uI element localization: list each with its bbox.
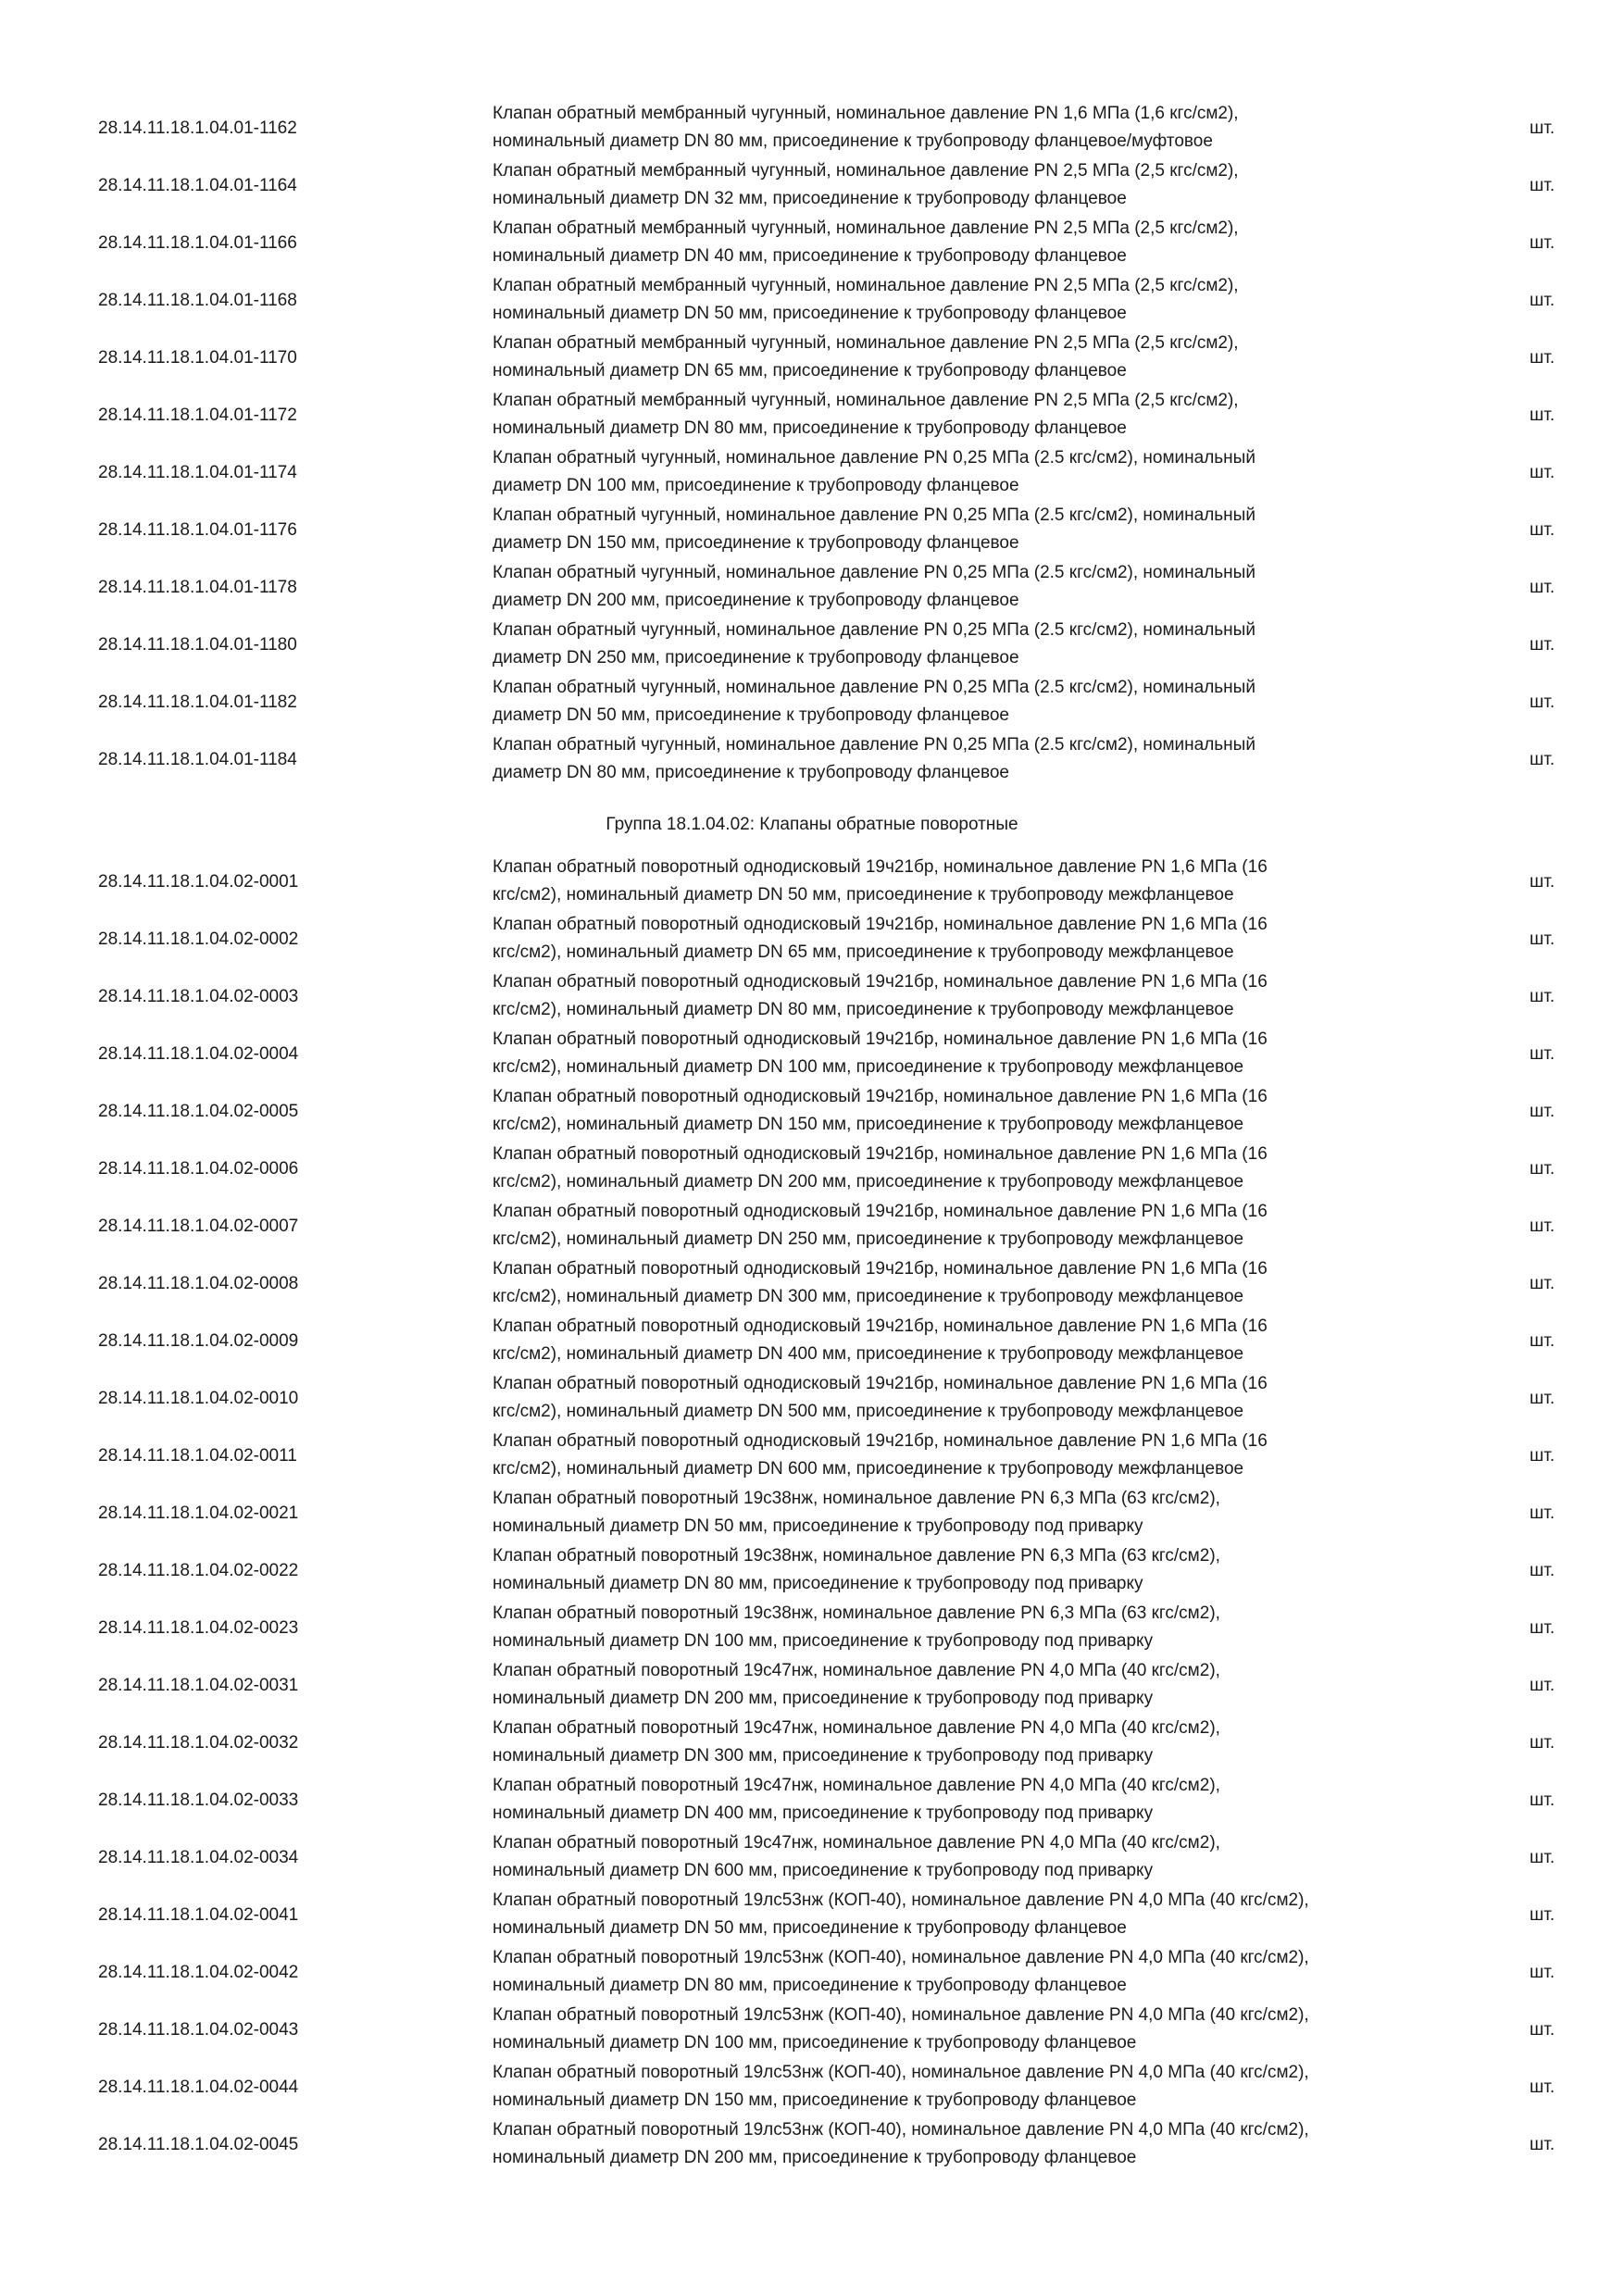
table-row — [0, 272, 1624, 330]
description-line: кгс/см2), номинальный диаметр DN 65 мм, присоединение к трубопроводу межфланцевое — [493, 942, 1234, 962]
table-row — [0, 1198, 1624, 1255]
resource-code: 28.14.11.18.1.04.02-0010 — [98, 1389, 299, 1408]
table-row — [0, 330, 1624, 387]
resource-description — [493, 1370, 1474, 1428]
resource-description — [493, 617, 1474, 674]
description-line: диаметр DN 100 мм, присоединение к трубопроводу фланцевое — [493, 476, 1019, 495]
resource-description — [493, 1428, 1474, 1485]
resource-code: 28.14.11.18.1.04.02-0005 — [98, 1102, 299, 1121]
table-row — [0, 100, 1624, 157]
description-line: Клапан обратный поворотный 19с38нж, номинальное давление PN 6,3 МПа (63 кгс/см2), — [493, 1603, 1220, 1623]
resource-code: 28.14.11.18.1.04.01-1182 — [98, 693, 297, 712]
unit-of-measure: шт. — [1530, 1561, 1555, 1580]
resource-code: 28.14.11.18.1.04.02-0004 — [98, 1044, 299, 1064]
resource-description — [493, 1887, 1474, 1944]
resource-code: 28.14.11.18.1.04.02-0021 — [98, 1504, 299, 1523]
unit-of-measure: шт. — [1530, 987, 1555, 1006]
unit-of-measure: шт. — [1530, 1905, 1555, 1925]
description-line: Клапан обратный поворотный 19с47нж, номинальное давление PN 4,0 МПа (40 кгс/см2), — [493, 1718, 1220, 1738]
description-line: Клапан обратный поворотный однодисковый 19ч21бр, номинальное давление PN 1,6 МПа (16 — [493, 857, 1268, 877]
table-row — [0, 1255, 1624, 1313]
description-line: Клапан обратный поворотный однодисковый 19ч21бр, номинальное давление PN 1,6 МПа (16 — [493, 1374, 1268, 1393]
description-line: Клапан обратный поворотный 19с38нж, номинальное давление PN 6,3 МПа (63 кгс/см2), — [493, 1489, 1220, 1508]
resource-code: 28.14.11.18.1.04.02-0044 — [98, 2078, 299, 2097]
table-row — [0, 157, 1624, 215]
resource-code: 28.14.11.18.1.04.02-0008 — [98, 1274, 299, 1293]
resource-description — [493, 1141, 1474, 1198]
resource-description — [493, 330, 1474, 387]
resource-code: 28.14.11.18.1.04.02-0042 — [98, 1963, 299, 1982]
unit-of-measure: шт. — [1530, 291, 1555, 310]
resource-code: 28.14.11.18.1.04.02-0006 — [98, 1159, 299, 1179]
description-line: кгс/см2), номинальный диаметр DN 80 мм, присоединение к трубопроводу межфланцевое — [493, 1000, 1234, 1019]
resource-description — [493, 854, 1474, 911]
resource-code: 28.14.11.18.1.04.01-1184 — [98, 750, 297, 769]
table-row — [0, 1542, 1624, 1600]
resource-description — [493, 1026, 1474, 1083]
unit-of-measure: шт. — [1530, 1274, 1555, 1293]
table-row — [0, 1141, 1624, 1198]
description-line: номинальный диаметр DN 100 мм, присоединение к трубопроводу под приварку — [493, 1631, 1154, 1651]
description-line: Клапан обратный мембранный чугунный, номинальное давление PN 2,5 МПа (2,5 кгс/см2), — [493, 276, 1239, 295]
resource-code: 28.14.11.18.1.04.01-1170 — [98, 348, 297, 368]
resource-code: 28.14.11.18.1.04.02-0023 — [98, 1618, 299, 1638]
resource-code: 28.14.11.18.1.04.02-0022 — [98, 1561, 299, 1580]
description-line: Клапан обратный поворотный однодисковый 19ч21бр, номинальное давление PN 1,6 МПа (16 — [493, 972, 1268, 992]
unit-of-measure: шт. — [1530, 1217, 1555, 1236]
table-row — [0, 617, 1624, 674]
unit-of-measure: шт. — [1530, 1618, 1555, 1638]
description-line: Клапан обратный чугунный, номинальное давление PN 0,25 МПа (2.5 кгс/см2), номинальный — [493, 735, 1255, 755]
unit-of-measure: шт. — [1530, 1389, 1555, 1408]
resource-code: 28.14.11.18.1.04.01-1178 — [98, 578, 297, 597]
resource-description — [493, 674, 1474, 731]
resource-code: 28.14.11.18.1.04.02-0034 — [98, 1848, 299, 1867]
description-line: номинальный диаметр DN 80 мм, присоединение к трубопроводу фланцевое — [493, 418, 1127, 438]
description-line: диаметр DN 80 мм, присоединение к трубопроводу фланцевое — [493, 763, 1009, 782]
table-row — [0, 968, 1624, 1026]
table-row — [0, 1026, 1624, 1083]
table-row — [0, 444, 1624, 502]
resource-code: 28.14.11.18.1.04.02-0043 — [98, 2020, 299, 2040]
unit-of-measure: шт. — [1530, 1791, 1555, 1810]
unit-of-measure: шт. — [1530, 2078, 1555, 2097]
description-line: кгс/см2), номинальный диаметр DN 600 мм, присоединение к трубопроводу межфланцевое — [493, 1459, 1244, 1479]
description-line: Клапан обратный поворотный 19лс53нж (КОП-40), номинальное давление PN 4,0 МПа (40 кгс/см2), — [493, 1890, 1309, 1910]
unit-of-measure: шт. — [1530, 872, 1555, 892]
resource-code: 28.14.11.18.1.04.01-1166 — [98, 233, 297, 253]
unit-of-measure: шт. — [1530, 463, 1555, 482]
description-line: номинальный диаметр DN 50 мм, присоединение к трубопроводу под приварку — [493, 1516, 1143, 1536]
description-line: диаметр DN 50 мм, присоединение к трубопроводу фланцевое — [493, 705, 1009, 725]
description-line: Клапан обратный поворотный 19с47нж, номинальное давление PN 4,0 МПа (40 кгс/см2), — [493, 1661, 1220, 1680]
unit-of-measure: шт. — [1530, 1963, 1555, 1982]
description-line: Клапан обратный мембранный чугунный, номинальное давление PN 1,6 МПа (1,6 кгс/см2), — [493, 104, 1239, 123]
unit-of-measure: шт. — [1530, 1848, 1555, 1867]
unit-of-measure: шт. — [1530, 750, 1555, 769]
table-row — [0, 2059, 1624, 2116]
description-line: Клапан обратный поворотный однодисковый 19ч21бр, номинальное давление PN 1,6 МПа (16 — [493, 1087, 1268, 1106]
table-row — [0, 1944, 1624, 2002]
resource-code: 28.14.11.18.1.04.01-1168 — [98, 291, 297, 310]
description-line: кгс/см2), номинальный диаметр DN 300 мм, присоединение к трубопроводу межфланцевое — [493, 1287, 1244, 1306]
resource-description — [493, 157, 1474, 215]
resource-description — [493, 731, 1474, 789]
resource-code: 28.14.11.18.1.04.02-0001 — [98, 872, 299, 892]
resource-description — [493, 1944, 1474, 2002]
resource-description — [493, 387, 1474, 444]
description-line: диаметр DN 150 мм, присоединение к трубопроводу фланцевое — [493, 533, 1019, 553]
resource-code: 28.14.11.18.1.04.02-0003 — [98, 987, 299, 1006]
description-line: номинальный диаметр DN 50 мм, присоединение к трубопроводу фланцевое — [493, 1918, 1127, 1938]
resource-description — [493, 911, 1474, 968]
unit-of-measure: шт. — [1530, 406, 1555, 425]
description-line: Клапан обратный чугунный, номинальное давление PN 0,25 МПа (2.5 кгс/см2), номинальный — [493, 563, 1255, 582]
group-heading: Группа 18.1.04.02: Клапаны обратные поворотные — [606, 815, 1018, 834]
description-line: номинальный диаметр DN 100 мм, присоединение к трубопроводу фланцевое — [493, 2033, 1137, 2053]
description-line: Клапан обратный мембранный чугунный, номинальное давление PN 2,5 МПа (2,5 кгс/см2), — [493, 391, 1239, 410]
description-line: Клапан обратный чугунный, номинальное давление PN 0,25 МПа (2.5 кгс/см2), номинальный — [493, 620, 1255, 640]
description-line: Клапан обратный поворотный 19лс53нж (КОП-40), номинальное давление PN 4,0 МПа (40 кгс/см2), — [493, 2120, 1309, 2140]
resource-description — [493, 1198, 1474, 1255]
unit-of-measure: шт. — [1530, 233, 1555, 253]
resource-code: 28.14.11.18.1.04.01-1174 — [98, 463, 297, 482]
unit-of-measure: шт. — [1530, 1044, 1555, 1064]
description-line: Клапан обратный поворотный 19с47нж, номинальное давление PN 4,0 МПа (40 кгс/см2), — [493, 1833, 1220, 1853]
resource-code: 28.14.11.18.1.04.02-0033 — [98, 1791, 299, 1810]
resource-code: 28.14.11.18.1.04.02-0007 — [98, 1217, 299, 1236]
description-line: Клапан обратный поворотный однодисковый 19ч21бр, номинальное давление PN 1,6 МПа (16 — [493, 1316, 1268, 1336]
unit-of-measure: шт. — [1530, 1331, 1555, 1351]
table-row — [0, 854, 1624, 911]
unit-of-measure: шт. — [1530, 1159, 1555, 1179]
unit-of-measure: шт. — [1530, 1504, 1555, 1523]
table-row — [0, 1083, 1624, 1141]
table-row — [0, 559, 1624, 617]
table-row — [0, 2116, 1624, 2174]
resource-description — [493, 1255, 1474, 1313]
table-row — [0, 1772, 1624, 1829]
description-line: кгс/см2), номинальный диаметр DN 250 мм, присоединение к трубопроводу межфланцевое — [493, 1229, 1244, 1249]
resource-code: 28.14.11.18.1.04.01-1176 — [98, 520, 297, 540]
resource-description — [493, 100, 1474, 157]
resource-code: 28.14.11.18.1.04.02-0045 — [98, 2135, 299, 2154]
resource-description — [493, 1829, 1474, 1887]
description-line: кгс/см2), номинальный диаметр DN 400 мм, присоединение к трубопроводу межфланцевое — [493, 1344, 1244, 1364]
table-row — [0, 674, 1624, 731]
table-row — [0, 1657, 1624, 1715]
unit-of-measure: шт. — [1530, 635, 1555, 655]
resource-description — [493, 1715, 1474, 1772]
resource-code: 28.14.11.18.1.04.02-0031 — [98, 1676, 299, 1695]
resource-code: 28.14.11.18.1.04.02-0002 — [98, 930, 299, 949]
description-line: Клапан обратный поворотный однодисковый 19ч21бр, номинальное давление PN 1,6 МПа (16 — [493, 1144, 1268, 1164]
description-line: номинальный диаметр DN 300 мм, присоединение к трубопроводу под приварку — [493, 1746, 1154, 1766]
description-line: номинальный диаметр DN 32 мм, присоединение к трубопроводу фланцевое — [493, 189, 1127, 208]
resource-description — [493, 215, 1474, 272]
resource-description — [493, 1600, 1474, 1657]
description-line: номинальный диаметр DN 80 мм, присоединение к трубопроводу фланцевое — [493, 1976, 1127, 1995]
table-row — [0, 2002, 1624, 2059]
resource-code: 28.14.11.18.1.04.01-1164 — [98, 176, 297, 195]
unit-of-measure: шт. — [1530, 930, 1555, 949]
unit-of-measure: шт. — [1530, 1446, 1555, 1466]
resource-code: 28.14.11.18.1.04.01-1172 — [98, 406, 297, 425]
description-line: Клапан обратный чугунный, номинальное давление PN 0,25 МПа (2.5 кгс/см2), номинальный — [493, 678, 1255, 697]
description-line: кгс/см2), номинальный диаметр DN 200 мм, присоединение к трубопроводу межфланцевое — [493, 1172, 1244, 1192]
unit-of-measure: шт. — [1530, 693, 1555, 712]
unit-of-measure: шт. — [1530, 520, 1555, 540]
description-line: кгс/см2), номинальный диаметр DN 500 мм, присоединение к трубопроводу межфланцевое — [493, 1402, 1244, 1421]
resource-description — [493, 1083, 1474, 1141]
description-line: Клапан обратный чугунный, номинальное давление PN 0,25 МПа (2.5 кгс/см2), номинальный — [493, 505, 1255, 525]
unit-of-measure: шт. — [1530, 2135, 1555, 2154]
description-line: номинальный диаметр DN 80 мм, присоединение к трубопроводу под приварку — [493, 1574, 1143, 1593]
resource-description — [493, 502, 1474, 559]
description-line: Клапан обратный поворотный однодисковый 19ч21бр, номинальное давление PN 1,6 МПа (16 — [493, 1259, 1268, 1279]
unit-of-measure: шт. — [1530, 176, 1555, 195]
description-line: Клапан обратный поворотный 19с47нж, номинальное давление PN 4,0 МПа (40 кгс/см2), — [493, 1776, 1220, 1795]
description-line: номинальный диаметр DN 50 мм, присоединение к трубопроводу фланцевое — [493, 304, 1127, 323]
resource-description — [493, 2002, 1474, 2059]
resource-description — [493, 444, 1474, 502]
resource-description — [493, 1542, 1474, 1600]
unit-of-measure: шт. — [1530, 578, 1555, 597]
description-line: Клапан обратный поворотный 19с38нж, номинальное давление PN 6,3 МПа (63 кгс/см2), — [493, 1546, 1220, 1566]
description-line: Клапан обратный поворотный 19лс53нж (КОП-40), номинальное давление PN 4,0 МПа (40 кгс/см2), — [493, 2063, 1309, 2082]
resource-code: 28.14.11.18.1.04.02-0009 — [98, 1331, 299, 1351]
description-line: номинальный диаметр DN 200 мм, присоединение к трубопроводу под приварку — [493, 1689, 1154, 1708]
description-line: кгс/см2), номинальный диаметр DN 100 мм, присоединение к трубопроводу межфланцевое — [493, 1057, 1244, 1077]
table-row — [0, 1370, 1624, 1428]
table-row — [0, 215, 1624, 272]
table-row — [0, 1829, 1624, 1887]
table-row — [0, 1715, 1624, 1772]
description-line: кгс/см2), номинальный диаметр DN 150 мм, присоединение к трубопроводу межфланцевое — [493, 1115, 1244, 1134]
table-row — [0, 387, 1624, 444]
description-line: номинальный диаметр DN 40 мм, присоединение к трубопроводу фланцевое — [493, 246, 1127, 266]
description-line: номинальный диаметр DN 400 мм, присоединение к трубопроводу под приварку — [493, 1803, 1154, 1823]
resource-code: 28.14.11.18.1.04.01-1162 — [98, 119, 297, 138]
description-line: Клапан обратный мембранный чугунный, номинальное давление PN 2,5 МПа (2,5 кгс/см2), — [493, 218, 1239, 238]
unit-of-measure: шт. — [1530, 1102, 1555, 1121]
description-line: номинальный диаметр DN 80 мм, присоединение к трубопроводу фланцевое/муфтовое — [493, 131, 1213, 151]
description-line: Клапан обратный мембранный чугунный, номинальное давление PN 2,5 МПа (2,5 кгс/см2), — [493, 333, 1239, 353]
unit-of-measure: шт. — [1530, 348, 1555, 368]
unit-of-measure: шт. — [1530, 1733, 1555, 1753]
resource-description — [493, 1772, 1474, 1829]
table-section-1 — [0, 100, 1624, 789]
description-line: Клапан обратный поворотный однодисковый 19ч21бр, номинальное давление PN 1,6 МПа (16 — [493, 1431, 1268, 1451]
resource-code: 28.14.11.18.1.04.01-1180 — [98, 635, 297, 655]
description-line: номинальный диаметр DN 150 мм, присоединение к трубопроводу фланцевое — [493, 2090, 1137, 2110]
resource-description — [493, 1657, 1474, 1715]
description-line: диаметр DN 200 мм, присоединение к трубопроводу фланцевое — [493, 591, 1019, 610]
table-row — [0, 502, 1624, 559]
unit-of-measure: шт. — [1530, 2020, 1555, 2040]
table-row — [0, 1313, 1624, 1370]
table-row — [0, 1600, 1624, 1657]
resource-code: 28.14.11.18.1.04.02-0011 — [98, 1446, 297, 1466]
description-line: Клапан обратный поворотный однодисковый 19ч21бр, номинальное давление PN 1,6 МПа (16 — [493, 1202, 1268, 1221]
table-row — [0, 911, 1624, 968]
description-line: диаметр DN 250 мм, присоединение к трубопроводу фланцевое — [493, 648, 1019, 668]
resource-description — [493, 272, 1474, 330]
table-row — [0, 731, 1624, 789]
description-line: кгс/см2), номинальный диаметр DN 50 мм, присоединение к трубопроводу межфланцевое — [493, 885, 1234, 905]
resource-description — [493, 559, 1474, 617]
description-line: Клапан обратный поворотный 19лс53нж (КОП-40), номинальное давление PN 4,0 МПа (40 кгс/см2), — [493, 1948, 1309, 1967]
unit-of-measure: шт. — [1530, 1676, 1555, 1695]
resource-description — [493, 2116, 1474, 2174]
resource-description — [493, 2059, 1474, 2116]
description-line: Клапан обратный поворотный однодисковый 19ч21бр, номинальное давление PN 1,6 МПа (16 — [493, 1029, 1268, 1049]
table-row — [0, 1485, 1624, 1542]
resource-description — [493, 1485, 1474, 1542]
description-line: Клапан обратный чугунный, номинальное давление PN 0,25 МПа (2.5 кгс/см2), номинальный — [493, 448, 1255, 468]
resource-code: 28.14.11.18.1.04.02-0041 — [98, 1905, 299, 1925]
description-line: номинальный диаметр DN 600 мм, присоединение к трубопроводу под приварку — [493, 1861, 1154, 1880]
table-section-2 — [0, 854, 1624, 2174]
table-row — [0, 1428, 1624, 1485]
resource-code: 28.14.11.18.1.04.02-0032 — [98, 1733, 299, 1753]
description-line: Клапан обратный мембранный чугунный, номинальное давление PN 2,5 МПа (2,5 кгс/см2), — [493, 161, 1239, 181]
resource-description — [493, 968, 1474, 1026]
description-line: Клапан обратный поворотный 19лс53нж (КОП-40), номинальное давление PN 4,0 МПа (40 кгс/см2), — [493, 2005, 1309, 2025]
description-line: Клапан обратный поворотный однодисковый 19ч21бр, номинальное давление PN 1,6 МПа (16 — [493, 915, 1268, 934]
description-line: номинальный диаметр DN 65 мм, присоединение к трубопроводу фланцевое — [493, 361, 1127, 381]
table-row — [0, 1887, 1624, 1944]
resource-description — [493, 1313, 1474, 1370]
unit-of-measure: шт. — [1530, 119, 1555, 138]
description-line: номинальный диаметр DN 200 мм, присоединение к трубопроводу фланцевое — [493, 2148, 1137, 2167]
